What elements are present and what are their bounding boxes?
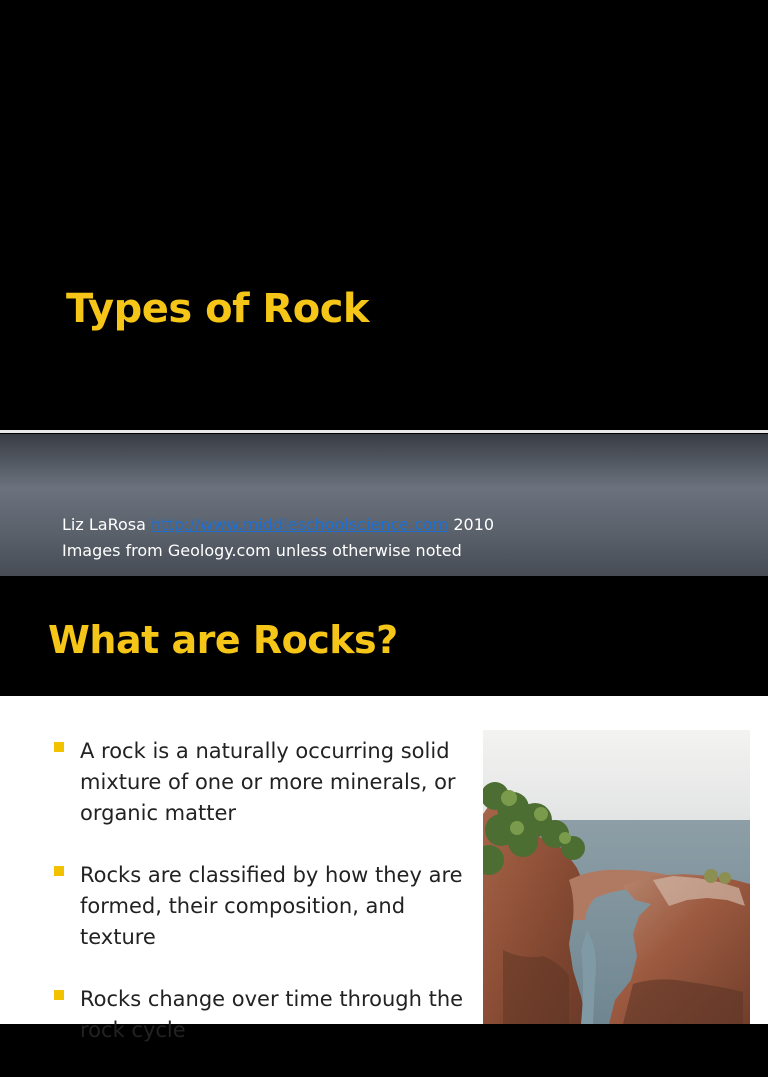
rock-arch-image (483, 730, 750, 1024)
year-text: 2010 (448, 515, 495, 534)
bullet-text: A rock is a naturally occurring solid mixture of one or more minerals, or organic matter (80, 739, 456, 825)
list-item (54, 736, 464, 829)
slide2-title: What are Rocks? (48, 618, 398, 662)
bullet-square-icon (54, 742, 64, 752)
list-item (54, 984, 464, 1046)
rock-arch-photo (483, 730, 750, 1024)
author-line (62, 512, 494, 538)
subtitle-text (62, 512, 494, 564)
credits-line: Images from Geology.com unless otherwise noted (62, 541, 462, 560)
author-name: Liz LaRosa (62, 515, 151, 534)
bullet-text: Rocks change over time through the rock cycle (80, 987, 464, 1042)
bullet-square-icon (54, 866, 64, 876)
bullet-list (54, 736, 464, 1077)
slide-title: Types of Rock (66, 286, 370, 332)
list-item (54, 860, 464, 953)
bullet-text: Rocks are classified by how they are formed, their composition, and texture (80, 863, 463, 949)
bullet-square-icon (54, 990, 64, 1000)
website-link[interactable]: http://www.middleschoolscience.com (150, 515, 449, 534)
slide-divider (0, 430, 768, 433)
